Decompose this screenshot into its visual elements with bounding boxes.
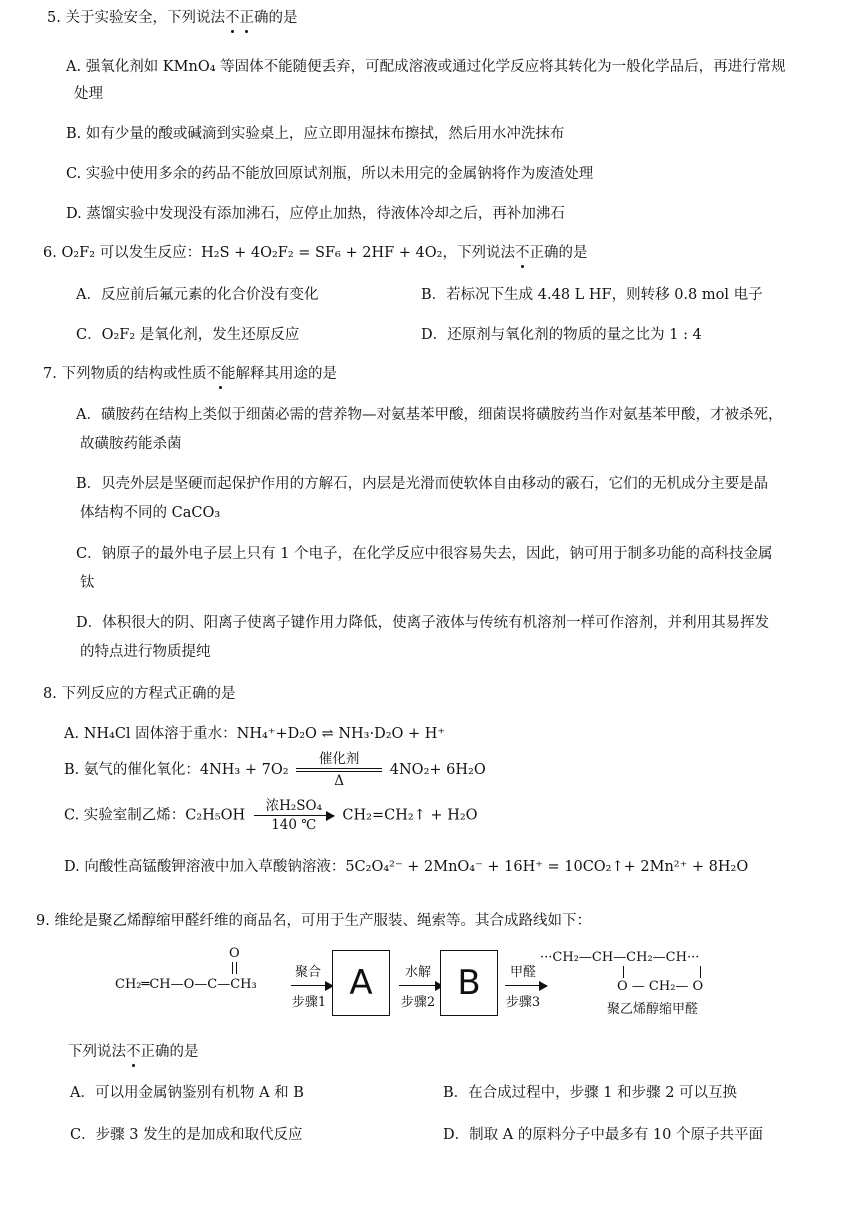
carbonyl-bond-1 bbox=[232, 962, 234, 974]
q9-option-b: B．在合成过程中，步骤 1 和步骤 2 可以互换 bbox=[443, 1085, 738, 1101]
condition-acid: 浓H₂SO₄ bbox=[265, 798, 323, 814]
carbonyl-oxygen: O bbox=[229, 946, 240, 961]
q6-stem: 6. O₂F₂ 可以发生反应：H₂S + 4O₂F₂ = SF₆ + 2HF + 4O₂，下列说法不正确的是 bbox=[43, 245, 588, 261]
carbonyl-bond-2 bbox=[236, 962, 238, 974]
step3-arrow bbox=[505, 985, 547, 986]
q7-option-a-line2: 故磺胺药能杀菌 bbox=[80, 436, 182, 452]
condition-heat: Δ bbox=[334, 773, 345, 789]
reaction-arrow-c bbox=[254, 797, 334, 834]
step2-reagent: 水解 bbox=[404, 965, 431, 980]
compound-a-box: A bbox=[332, 950, 390, 1016]
q5-option-a-line2: 处理 bbox=[74, 86, 103, 102]
emphasis-dot-q5-1: 不 bbox=[224, 10, 240, 26]
polymer-main-chain: ···CH₂—CH—CH₂—CH··· bbox=[540, 950, 700, 965]
step1-label: 步骤1 bbox=[291, 995, 327, 1010]
q9-stem: 9. 维纶是聚乙烯醇缩甲醛纤维的商品名，可用于生产服装、绳索等。其合成路线如下： bbox=[36, 913, 591, 929]
q8-option-d: D. 向酸性高锰酸钾溶液中加入草酸钠溶液：5C₂O₄²⁻ + 2MnO₄⁻ + 16H⁺ = 10CO₂↑+ 2Mn²⁺ + 8H₂O bbox=[64, 859, 749, 875]
condition-temp: 140 ℃ bbox=[271, 817, 317, 833]
reaction-condition-b bbox=[296, 750, 382, 790]
q5-option-a-line1: A. 强氧化剂如 KMnO₄ 等固体不能随便丢弃，可配成溶液或通过化学反应将其转化为一般化学品后，再进行常规 bbox=[66, 59, 786, 75]
polymer-ring: O — CH₂— O bbox=[617, 979, 704, 994]
q7-option-d-line2: 的特点进行物质提纯 bbox=[80, 644, 211, 660]
q6-option-a: A．反应前后氟元素的化合价没有变化 bbox=[76, 287, 319, 303]
q9-question: 下列说法不正确的是 bbox=[68, 1044, 199, 1060]
q8-option-c: C. 实验室制乙烯：C₂H₅OH 浓H₂SO₄ 140 ℃ CH₂=CH₂↑ + H₂O bbox=[64, 798, 478, 833]
monomer-formula: CH₂═CH—O—C—CH₃ bbox=[115, 977, 257, 992]
q5-option-d: D. 蒸馏实验中发现没有添加沸石，应停止加热，待液体冷却之后，再补加沸石 bbox=[66, 206, 565, 222]
q6-option-c: C．O₂F₂ 是氧化剂，发生还原反应 bbox=[76, 327, 300, 343]
compound-b-box: B bbox=[440, 950, 498, 1016]
q9-option-d: D．制取 A 的原料分子中最多有 10 个原子共平面 bbox=[443, 1127, 763, 1143]
q7-stem: 7. 下列物质的结构或性质不能解释其用途的是 bbox=[43, 366, 337, 382]
step1-reagent: 聚合 bbox=[294, 965, 321, 980]
q7-option-c-line1: C．钠原子的最外电子层上只有 1 个电子，在化学反应中很容易失去，因此，钠可用于制多功能的高科技金属 bbox=[76, 546, 773, 562]
q7-option-b-line1: B．贝壳外层是坚硬而起保护作用的方解石，内层是光滑而使软体自由移动的霰石，它们的无机成分主要是晶 bbox=[76, 476, 769, 492]
q7-option-d-line1: D．体积很大的阴、阳离子使离子键作用力降低，使离子液体与传统有机溶剂一样可作溶剂，并利用其易挥发 bbox=[76, 615, 770, 631]
q8-stem: 8. 下列反应的方程式正确的是 bbox=[43, 686, 236, 702]
step3-label: 步骤3 bbox=[505, 995, 541, 1010]
step2-arrow bbox=[399, 985, 443, 986]
step3-reagent: 甲醛 bbox=[509, 965, 536, 980]
emphasis-dot-q6: 不 bbox=[514, 245, 530, 261]
q5-option-c: C. 实验中使用多余的药品不能放回原试剂瓶，所以未用完的金属钠将作为废渣处理 bbox=[66, 166, 594, 182]
q6-option-d: D．还原剂与氧化剂的物质的量之比为 1 : 4 bbox=[421, 327, 702, 343]
q6-option-b: B．若标况下生成 4.48 L HF，则转移 0.8 mol 电子 bbox=[421, 287, 763, 303]
q5-option-b: B. 如有少量的酸或碱滴到实验桌上，应立即用湿抹布擦拭，然后用水冲洗抹布 bbox=[66, 126, 565, 142]
q7-option-a-line1: A．磺胺药在结构上类似于细菌必需的营养物—对氨基苯甲酸，细菌误将磺胺药当作对氨基苯甲酸，才被杀死， bbox=[76, 407, 783, 423]
step2-label: 步骤2 bbox=[400, 995, 436, 1010]
condition-catalyst: 催化剂 bbox=[318, 751, 360, 767]
q7-option-b-line2: 体结构不同的 CaCO₃ bbox=[80, 505, 221, 521]
emphasis-dot-q7: 不能 bbox=[206, 366, 236, 382]
q7-option-c-line2: 钛 bbox=[80, 575, 95, 591]
step1-arrow bbox=[291, 985, 333, 986]
q8-option-b: B. 氨气的催化氧化：4NH₃ + 7O₂ 催化剂 Δ 4NO₂+ 6H₂O bbox=[64, 751, 486, 789]
q5-stem: 5. 关于实验安全，下列说法不正确的是 bbox=[47, 10, 298, 26]
emphasis-dot-q5-2: 正 bbox=[239, 10, 254, 26]
q9-option-c: C．步骤 3 发生的是加成和取代反应 bbox=[70, 1127, 303, 1143]
polymer-name: 聚乙烯醇缩甲醛 bbox=[607, 1002, 699, 1017]
emphasis-dot-q9: 不 bbox=[126, 1044, 141, 1060]
q9-option-a: A．可以用金属钠鉴别有机物 A 和 B bbox=[70, 1085, 304, 1101]
q8-option-a: A. NH₄Cl 固体溶于重水：NH₄⁺+D₂O ⇌ NH₃·D₂O + H⁺ bbox=[64, 726, 446, 742]
